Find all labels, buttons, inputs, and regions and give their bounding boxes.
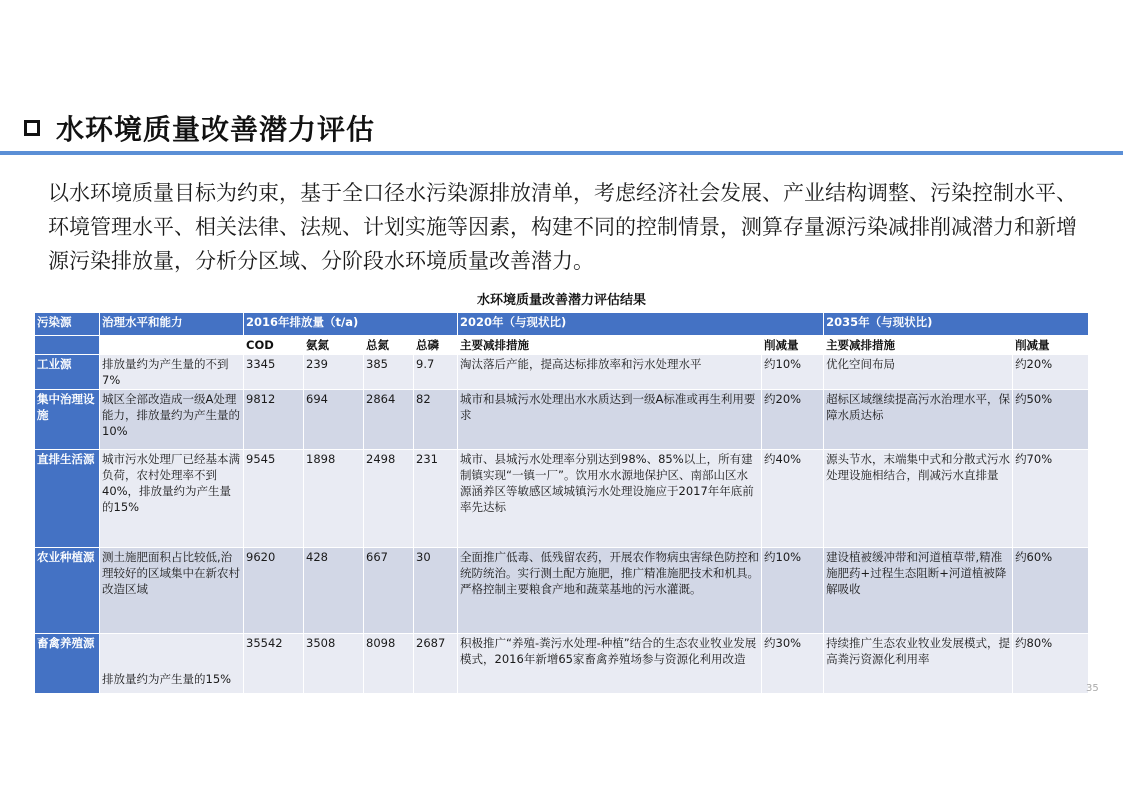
table-caption: 水环境质量改善潜力评估结果 <box>476 293 646 308</box>
row-reduction-2020: 约30% <box>762 634 824 694</box>
row-measures-2035: 优化空间布局 <box>824 355 1013 390</box>
row-tn: 667 <box>364 548 414 634</box>
row-ammonia: 1898 <box>304 450 364 548</box>
page-title: 水环境质量改善潜力评估 <box>56 113 376 146</box>
row-tp: 2687 <box>414 634 458 694</box>
row-measures-2035: 源头节水，末端集中式和分散式污水处理设施相结合，削减污水直排量 <box>824 450 1013 548</box>
row-reduction-2035: 约70% <box>1013 450 1089 548</box>
row-source: 工业源 <box>35 355 100 390</box>
row-tn: 2864 <box>364 390 414 450</box>
row-reduction-2020: 约40% <box>762 450 824 548</box>
row-capacity: 城区全部改造成一级A处理能力，排放量约为产生量的10% <box>100 390 244 450</box>
table-subheader-row <box>35 336 1089 355</box>
table-row <box>35 355 1089 390</box>
title-row <box>24 108 375 148</box>
row-measures-2035: 建设植被缓冲带和河道植草带,精准施肥药+过程生态阻断+河道植被降解吸收 <box>824 548 1013 634</box>
subheader-ammonia: 氨氮 <box>304 336 364 355</box>
row-tp: 9.7 <box>414 355 458 390</box>
row-reduction-2035: 约60% <box>1013 548 1089 634</box>
row-capacity: 测土施肥面积占比较低,治理较好的区域集中在新农村改造区域 <box>100 548 244 634</box>
row-capacity: 城市污水处理厂已经基本满负荷，农村处理率不到40%，排放量约为产生量的15% <box>100 450 244 548</box>
table-row <box>35 634 1089 694</box>
row-ammonia: 3508 <box>304 634 364 694</box>
row-reduction-2035: 约20% <box>1013 355 1089 390</box>
row-measures-2020: 全面推广低毒、低残留农药，开展农作物病虫害绿色防控和统防统治。实行测土配方施肥，推广精准施肥技术和机具。严格控制主要粮食产地和蔬菜基地的污水灌溉。 <box>458 548 762 634</box>
row-reduction-2020: 约20% <box>762 390 824 450</box>
subheader-blank-source <box>35 336 100 355</box>
subheader-reduction-2035: 削减量 <box>1013 336 1089 355</box>
row-measures-2020: 淘汰落后产能，提高达标排放率和污水处理水平 <box>458 355 762 390</box>
row-cod: 3345 <box>244 355 304 390</box>
row-measures-2020: 城市和县城污水处理出水水质达到一级A标准或再生利用要求 <box>458 390 762 450</box>
row-ammonia: 239 <box>304 355 364 390</box>
row-ammonia: 694 <box>304 390 364 450</box>
row-cod: 9812 <box>244 390 304 450</box>
row-tp: 30 <box>414 548 458 634</box>
row-measures-2035: 超标区域继续提高污水治理水平，保障水质达标 <box>824 390 1013 450</box>
table-row <box>35 548 1089 634</box>
subheader-tn: 总氮 <box>364 336 414 355</box>
row-cod: 35542 <box>244 634 304 694</box>
row-cod: 9545 <box>244 450 304 548</box>
header-capacity: 治理水平和能力 <box>100 313 244 336</box>
row-measures-2035: 持续推广生态农业牧业发展模式，提高粪污资源化利用率 <box>824 634 1013 694</box>
subheader-blank-capacity <box>100 336 244 355</box>
header-2020: 2020年（与现状比) <box>458 313 824 336</box>
subheader-measures-2035: 主要减排措施 <box>824 336 1013 355</box>
row-source: 直排生活源 <box>35 450 100 548</box>
header-source: 污染源 <box>35 313 100 336</box>
subheader-reduction-2020: 削减量 <box>762 336 824 355</box>
intro-paragraph: 以水环境质量目标为约束，基于全口径水污染源排放清单，考虑经济社会发展、产业结构调整、污染控制水平、环境管理水平、相关法律、法规、计划实施等因素，构建不同的控制情景，测算存量源污染减排削减潜力和新增源污染排放量，分析分区域、分阶段水环境质量改善潜力。 <box>48 181 1077 273</box>
row-cod: 9620 <box>244 548 304 634</box>
subheader-cod: COD <box>244 336 304 355</box>
row-reduction-2020: 约10% <box>762 548 824 634</box>
table-header-row <box>35 313 1089 336</box>
row-reduction-2035: 约50% <box>1013 390 1089 450</box>
title-divider <box>0 151 1123 155</box>
page-number: 35 <box>1086 683 1099 694</box>
subheader-tp: 总磷 <box>414 336 458 355</box>
header-2035: 2035年（与现状比) <box>824 313 1089 336</box>
header-emission-2016: 2016年排放量（t/a) <box>244 313 458 336</box>
row-tn: 385 <box>364 355 414 390</box>
row-capacity: 排放量约为产生量的不到7% <box>100 355 244 390</box>
row-tn: 2498 <box>364 450 414 548</box>
row-measures-2020: 积极推广“养殖-粪污水处理-种植”结合的生态农业牧业发展模式，2016年新增65家畜禽养殖场参与资源化利用改造 <box>458 634 762 694</box>
row-tn: 8098 <box>364 634 414 694</box>
row-source: 集中治理设施 <box>35 390 100 450</box>
row-tp: 82 <box>414 390 458 450</box>
row-tp: 231 <box>414 450 458 548</box>
square-bullet-icon <box>24 120 40 136</box>
row-source: 畜禽养殖源 <box>35 634 100 694</box>
row-capacity: 排放量约为产生量的15% <box>100 634 244 694</box>
results-table <box>34 312 1089 694</box>
row-reduction-2035: 约80% <box>1013 634 1089 694</box>
row-ammonia: 428 <box>304 548 364 634</box>
table-row <box>35 450 1089 548</box>
table-row <box>35 390 1089 450</box>
subheader-measures-2020: 主要减排措施 <box>458 336 762 355</box>
row-reduction-2020: 约10% <box>762 355 824 390</box>
row-source: 农业种植源 <box>35 548 100 634</box>
row-measures-2020: 城市、县城污水处理率分别达到98%、85%以上，所有建制镇实现“一镇一厂”。饮用水水源地保护区、南部山区水源涵养区等敏感区域城镇污水处理设施应于2017年年底前率先达标 <box>458 450 762 548</box>
